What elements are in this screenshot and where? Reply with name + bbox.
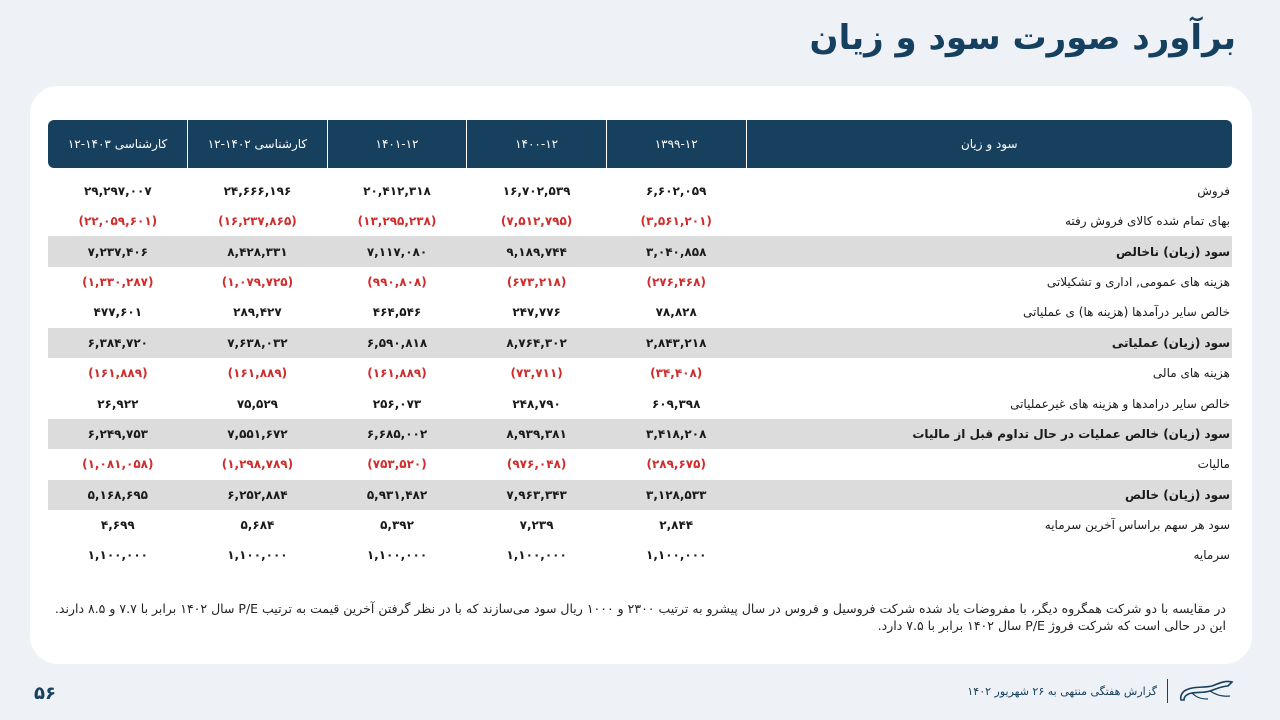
row-value: ۵,۱۶۸,۶۹۵ <box>48 480 188 510</box>
header-1400: ۱۴۰۰-۱۲ <box>467 120 607 168</box>
row-value: (۶۷۳,۲۱۸) <box>506 274 567 289</box>
row-value: ۱,۱۰۰,۰۰۰ <box>646 548 707 563</box>
header-1402-forecast: کارشناسی ۱۴۰۲-۱۲ <box>188 120 328 168</box>
row-value: ۷,۲۳۹ <box>519 518 554 533</box>
table-row <box>48 328 1232 358</box>
row-value: ۷,۲۳۷,۴۰۶ <box>48 236 188 266</box>
header-1399: ۱۳۹۹-۱۲ <box>606 120 746 168</box>
row-value: (۷۳,۷۱۱) <box>510 366 563 381</box>
footnote-line-2: این در حالی است که شرکت فروژ P/E سال ۱۴۰۲ برابر با ۷.۵ دارد. <box>877 618 1226 633</box>
row-value: (۳۴,۴۰۸) <box>650 366 703 381</box>
row-value: (۱,۲۹۸,۷۸۹) <box>221 457 294 472</box>
footer-text: گزارش هفتگی منتهی به ۲۶ شهریور ۱۴۰۲ <box>967 684 1157 698</box>
footnote <box>46 600 1226 634</box>
row-value: (۱,۰۸۱,۰۵۸) <box>82 457 154 472</box>
row-value: ۲۴۷,۷۷۶ <box>512 305 561 320</box>
row-value: (۷۵۳,۵۲۰) <box>367 457 427 472</box>
row-value: (۱,۳۳۰,۲۸۷) <box>82 274 154 289</box>
row-value: ۶,۳۸۴,۷۲۰ <box>48 328 188 358</box>
table-row <box>48 206 1232 236</box>
table-row <box>48 297 1232 327</box>
table-row <box>48 480 1232 510</box>
row-value: ۳,۱۲۸,۵۳۳ <box>606 480 746 510</box>
row-value: ۴۷۷,۶۰۱ <box>93 305 143 320</box>
row-value: ۲۶,۹۲۲ <box>97 396 139 411</box>
row-value: ۷۸,۸۲۸ <box>655 305 697 320</box>
row-value: ۲۰,۴۱۲,۳۱۸ <box>363 184 431 198</box>
table-row <box>48 358 1232 388</box>
table-row <box>48 540 1232 570</box>
page-number: ۵۶ <box>34 683 56 704</box>
row-value: ۲۴۸,۷۹۰ <box>512 396 561 411</box>
row-value: ۲۵۶,۰۷۳ <box>372 396 422 411</box>
row-label: سود (زیان) ناخالص <box>746 236 1232 266</box>
row-value: ۱,۱۰۰,۰۰۰ <box>87 548 148 563</box>
row-label: مالیات <box>1197 457 1230 472</box>
row-value: (۱۶۱,۸۸۹) <box>88 366 148 381</box>
header-1401: ۱۴۰۱-۱۲ <box>327 120 467 168</box>
footer <box>967 678 1234 704</box>
row-value: ۷,۵۵۱,۶۷۲ <box>188 419 328 449</box>
row-value: ۶,۶۸۵,۰۰۲ <box>327 419 467 449</box>
row-label: سود (زیان) خالص <box>746 480 1232 510</box>
row-value: (۲۸۹,۶۷۵) <box>646 457 706 472</box>
row-label: هزینه های عمومی, اداری و تشکیلاتی <box>1046 274 1230 289</box>
row-value: ۴,۶۹۹ <box>100 518 135 533</box>
row-value: (۷,۵۱۲,۷۹۵) <box>500 214 573 229</box>
row-label: بهای تمام شده کالای فروش رفته <box>1065 214 1230 229</box>
row-value: ۲,۸۴۳,۲۱۸ <box>606 328 746 358</box>
row-value: ۶,۵۹۰,۸۱۸ <box>327 328 467 358</box>
row-value: ۸,۷۶۴,۳۰۲ <box>467 328 607 358</box>
income-statement-table <box>48 120 1232 571</box>
footnote-line-1: در مقایسه با دو شرکت همگروه دیگر، با مفروضات یاد شده شرکت فروسیل و فروس در سال پیشرو به ترتیب ۲۳۰۰ و ۱۰۰۰ ریال سود می‌سازند که با در نظر گرفتن آخرین قیمت به ترتیب P/E سال ۱۴۰۲ برابر با ۷.۷ و ۸.۵ دارند. <box>54 601 1226 616</box>
table-row <box>48 449 1232 479</box>
table-row <box>48 388 1232 418</box>
row-value: ۷,۶۳۸,۰۳۲ <box>188 328 328 358</box>
row-value: (۱۶,۲۳۷,۸۶۵) <box>218 214 297 229</box>
row-label: خالص سایر درآمدها (هزینه ها) ی عملیاتی <box>1023 305 1230 320</box>
row-label: خالص سایر درامدها و هزینه های غیرعملیاتی <box>1010 396 1230 411</box>
row-value: (۱۳,۲۹۵,۲۳۸) <box>357 214 437 229</box>
row-value: ۸,۴۲۸,۳۳۱ <box>188 236 328 266</box>
row-value: ۶,۲۵۲,۸۸۴ <box>188 480 328 510</box>
row-value: ۶,۶۰۲,۰۵۹ <box>646 184 707 198</box>
row-value: ۶,۲۴۹,۷۵۳ <box>48 419 188 449</box>
row-value: ۳,۴۱۸,۲۰۸ <box>606 419 746 449</box>
row-value: (۳,۵۶۱,۲۰۱) <box>640 214 712 229</box>
row-label: سود (زیان) عملیاتی <box>746 328 1232 358</box>
row-value: ۲۴,۶۶۶,۱۹۶ <box>223 184 292 198</box>
row-value: ۲,۸۴۴ <box>659 518 694 533</box>
table-header-row <box>48 120 1232 168</box>
row-value: ۷۵,۵۲۹ <box>236 396 279 411</box>
row-label: سود (زیان) خالص عملیات در حال تداوم قبل از مالیات <box>746 419 1232 449</box>
row-label: هزینه های مالی <box>1152 366 1230 381</box>
row-value: (۱,۰۷۹,۷۲۵) <box>221 274 294 289</box>
table-row <box>48 168 1232 206</box>
income-statement-card <box>30 86 1252 664</box>
page-title: برآورد صورت سود و زیان <box>809 18 1236 58</box>
header-1403-forecast: کارشناسی ۱۴۰۳-۱۲ <box>48 120 188 168</box>
table-row <box>48 236 1232 266</box>
row-value: ۵,۹۳۱,۴۸۲ <box>327 480 467 510</box>
table-row <box>48 267 1232 297</box>
row-value: (۲۷۶,۴۶۸) <box>646 274 706 289</box>
row-value: (۹۹۰,۸۰۸) <box>367 274 427 289</box>
row-value: ۱۶,۷۰۲,۵۳۹ <box>502 184 571 198</box>
row-value: ۴۶۴,۵۴۶ <box>372 305 422 320</box>
row-label: سود هر سهم براساس آخرین سرمایه <box>1044 518 1230 533</box>
row-value: (۹۷۶,۰۴۸) <box>506 457 567 472</box>
row-value: ۱,۱۰۰,۰۰۰ <box>366 548 428 563</box>
row-value: ۷,۹۶۳,۳۴۳ <box>467 480 607 510</box>
row-value: ۱,۱۰۰,۰۰۰ <box>227 548 288 563</box>
row-value: ۱,۱۰۰,۰۰۰ <box>506 548 567 563</box>
table-row <box>48 419 1232 449</box>
row-value: ۸,۹۳۹,۳۸۱ <box>467 419 607 449</box>
footer-divider <box>1167 679 1168 703</box>
table-row <box>48 510 1232 540</box>
row-value: ۲۸۹,۴۲۷ <box>233 305 282 320</box>
row-value: ۵,۳۹۲ <box>380 518 414 533</box>
row-value: ۹,۱۸۹,۷۴۴ <box>467 236 607 266</box>
row-value: (۱۶۱,۸۸۹) <box>367 366 427 381</box>
row-value: ۵,۶۸۴ <box>240 518 275 533</box>
table-body <box>48 168 1232 571</box>
panther-logo-icon <box>1178 678 1234 704</box>
header-label: سود و زیان <box>746 120 1232 168</box>
row-value: ۷,۱۱۷,۰۸۰ <box>327 236 467 266</box>
row-value: (۲۲,۰۵۹,۶۰۱) <box>78 214 158 229</box>
row-label: سرمایه <box>1193 548 1230 563</box>
row-value: ۳,۰۴۰,۸۵۸ <box>606 236 746 266</box>
row-value: ۲۹,۲۹۷,۰۰۷ <box>83 184 152 198</box>
row-value: (۱۶۱,۸۸۹) <box>227 366 288 381</box>
row-label: فروش <box>1197 184 1230 198</box>
row-value: ۶۰۹,۳۹۸ <box>651 396 701 411</box>
